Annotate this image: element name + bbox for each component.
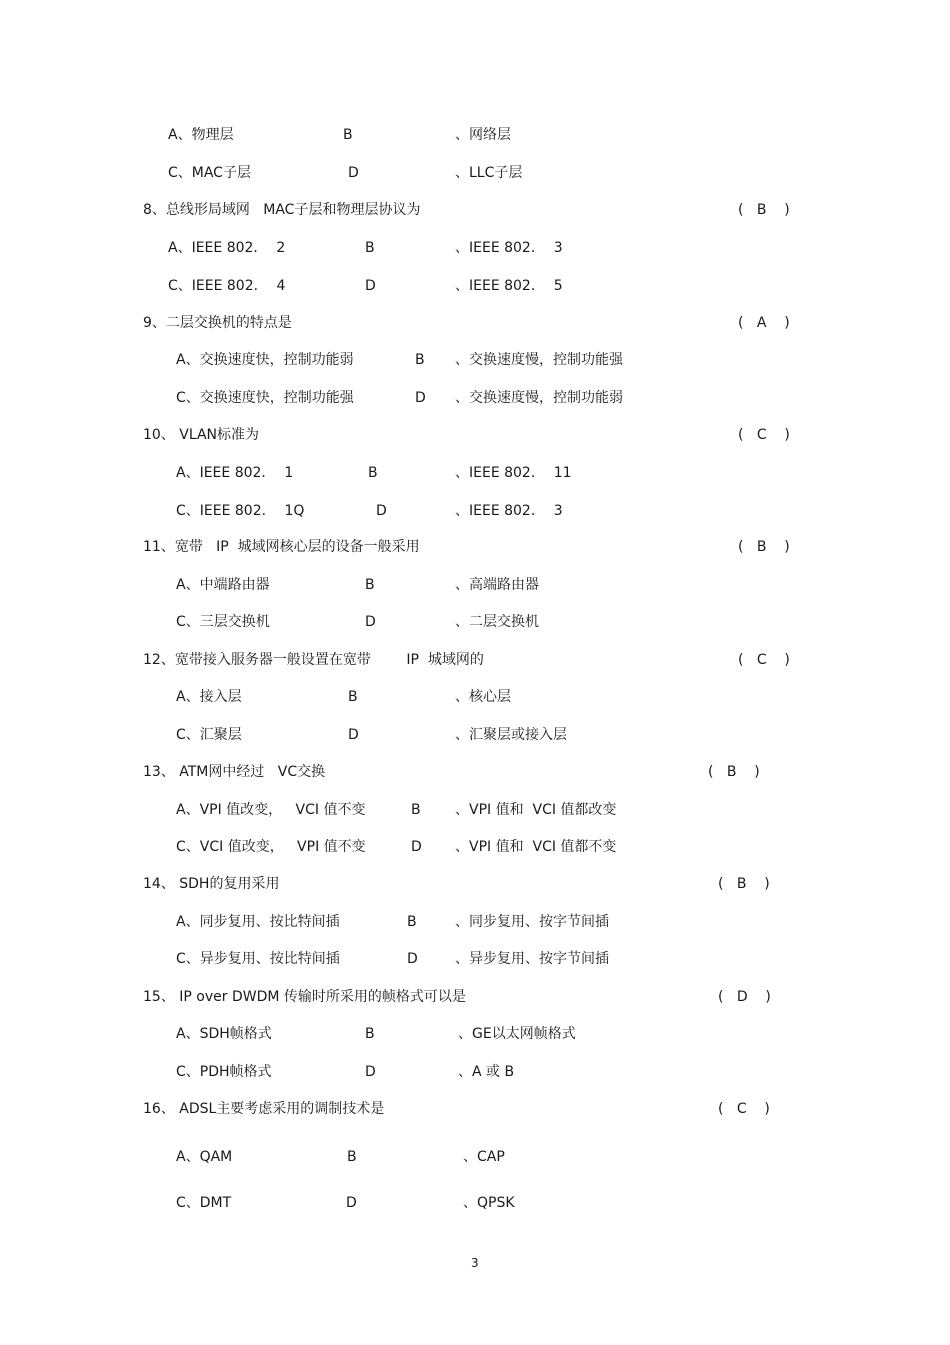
option-b-letter-fragment: B bbox=[343, 127, 353, 143]
option-d-text: 、IEEE 802． 3 bbox=[455, 503, 563, 519]
question-stem: 14、 SDH的复用采用 bbox=[143, 876, 280, 892]
option-a: A、SDH帧格式 bbox=[176, 1026, 272, 1042]
option-b-text: 、IEEE 802． 3 bbox=[455, 240, 563, 256]
answer-key: ( C ) bbox=[738, 427, 790, 443]
option-b-letter: B bbox=[415, 352, 425, 368]
option-a-fragment: A、物理层 bbox=[168, 127, 234, 143]
question-stem: 8、总线形局域网 MAC子层和物理层协议为 bbox=[143, 202, 421, 218]
page-number: 3 bbox=[471, 1256, 479, 1270]
option-b-text: 、同步复用、按字节间插 bbox=[455, 914, 609, 930]
answer-key: ( B ) bbox=[738, 202, 790, 218]
option-d-text: 、交换速度慢，控制功能弱 bbox=[455, 390, 623, 406]
option-a: A、IEEE 802． 2 bbox=[168, 240, 286, 256]
question-stem: 10、 VLAN标准为 bbox=[143, 427, 260, 443]
option-d-letter: D bbox=[365, 614, 376, 630]
option-d-text: 、IEEE 802． 5 bbox=[455, 278, 563, 294]
option-c: C、交换速度快，控制功能强 bbox=[176, 390, 354, 406]
option-d-letter: D bbox=[346, 1195, 357, 1211]
answer-key: ( C ) bbox=[738, 652, 790, 668]
answer-key: ( A ) bbox=[738, 315, 790, 331]
option-b-text-fragment: 、网络层 bbox=[455, 127, 511, 143]
option-b-text: 、CAP bbox=[463, 1149, 505, 1165]
option-c: C、汇聚层 bbox=[176, 727, 242, 743]
option-d-letter: D bbox=[376, 503, 387, 519]
option-c-fragment: C、MAC子层 bbox=[168, 165, 251, 181]
option-b-letter: B bbox=[347, 1149, 357, 1165]
option-c: C、三层交换机 bbox=[176, 614, 270, 630]
answer-key: ( B ) bbox=[738, 539, 790, 555]
option-b-text: 、交换速度慢，控制功能强 bbox=[455, 352, 623, 368]
option-d-letter: D bbox=[365, 1064, 376, 1080]
option-c: C、IEEE 802． 4 bbox=[168, 278, 286, 294]
option-c: C、IEEE 802． 1Q bbox=[176, 503, 305, 519]
option-d-text: 、汇聚层或接入层 bbox=[455, 727, 567, 743]
option-b-letter: B bbox=[365, 240, 375, 256]
option-a: A、中端路由器 bbox=[176, 577, 270, 593]
option-d-text: 、A 或 B bbox=[458, 1064, 515, 1080]
answer-key: ( D ) bbox=[718, 989, 771, 1005]
option-d-text: 、异步复用、按字节间插 bbox=[455, 951, 609, 967]
option-d-letter: D bbox=[411, 839, 422, 855]
option-b-letter: B bbox=[348, 689, 358, 705]
option-a: A、交换速度快，控制功能弱 bbox=[176, 352, 354, 368]
question-stem: 9、二层交换机的特点是 bbox=[143, 315, 292, 331]
option-d-text: 、VPI 值和 VCI 值都不变 bbox=[455, 839, 617, 855]
option-c: C、异步复用、按比特间插 bbox=[176, 951, 340, 967]
question-stem: 16、 ADSL主要考虑采用的调制技术是 bbox=[143, 1101, 385, 1117]
option-a: A、同步复用、按比特间插 bbox=[176, 914, 340, 930]
option-a: A、QAM bbox=[176, 1149, 233, 1165]
option-b-text: 、核心层 bbox=[455, 689, 511, 705]
option-b-text: 、VPI 值和 VCI 值都改变 bbox=[455, 802, 617, 818]
option-d-letter: D bbox=[365, 278, 376, 294]
option-d-text: 、QPSK bbox=[463, 1195, 515, 1211]
question-stem: 15、 IP over DWDM 传输时所采用的帧格式可以是 bbox=[143, 989, 466, 1005]
option-a: A、VPI 值改变， VCI 值不变 bbox=[176, 802, 366, 818]
answer-key: ( B ) bbox=[718, 876, 770, 892]
option-d-text-fragment: 、LLC子层 bbox=[455, 165, 523, 181]
option-b-letter: B bbox=[411, 802, 421, 818]
option-b-text: 、高端路由器 bbox=[455, 577, 539, 593]
option-d-letter: D bbox=[407, 951, 418, 967]
option-b-text: 、IEEE 802． 11 bbox=[455, 465, 572, 481]
answer-key: ( B ) bbox=[708, 764, 760, 780]
option-b-letter: B bbox=[407, 914, 417, 930]
question-stem: 13、 ATM网中经过 VC交换 bbox=[143, 764, 326, 780]
option-a: A、接入层 bbox=[176, 689, 242, 705]
option-c: C、PDH帧格式 bbox=[176, 1064, 272, 1080]
option-c: C、VCI 值改变， VPI 值不变 bbox=[176, 839, 366, 855]
question-stem: 11、宽带 IP 城域网核心层的设备一般采用 bbox=[143, 539, 420, 555]
option-d-letter-fragment: D bbox=[348, 165, 359, 181]
option-d-letter: D bbox=[415, 390, 426, 406]
option-c: C、DMT bbox=[176, 1195, 232, 1211]
option-d-letter: D bbox=[348, 727, 359, 743]
option-b-letter: B bbox=[368, 465, 378, 481]
answer-key: ( C ) bbox=[718, 1101, 770, 1117]
option-b-text: 、GE以太网帧格式 bbox=[458, 1026, 576, 1042]
question-stem: 12、宽带接入服务器一般设置在宽带 IP 城域网的 bbox=[143, 652, 484, 668]
option-d-text: 、二层交换机 bbox=[455, 614, 539, 630]
option-b-letter: B bbox=[365, 577, 375, 593]
option-a: A、IEEE 802． 1 bbox=[176, 465, 294, 481]
option-b-letter: B bbox=[365, 1026, 375, 1042]
